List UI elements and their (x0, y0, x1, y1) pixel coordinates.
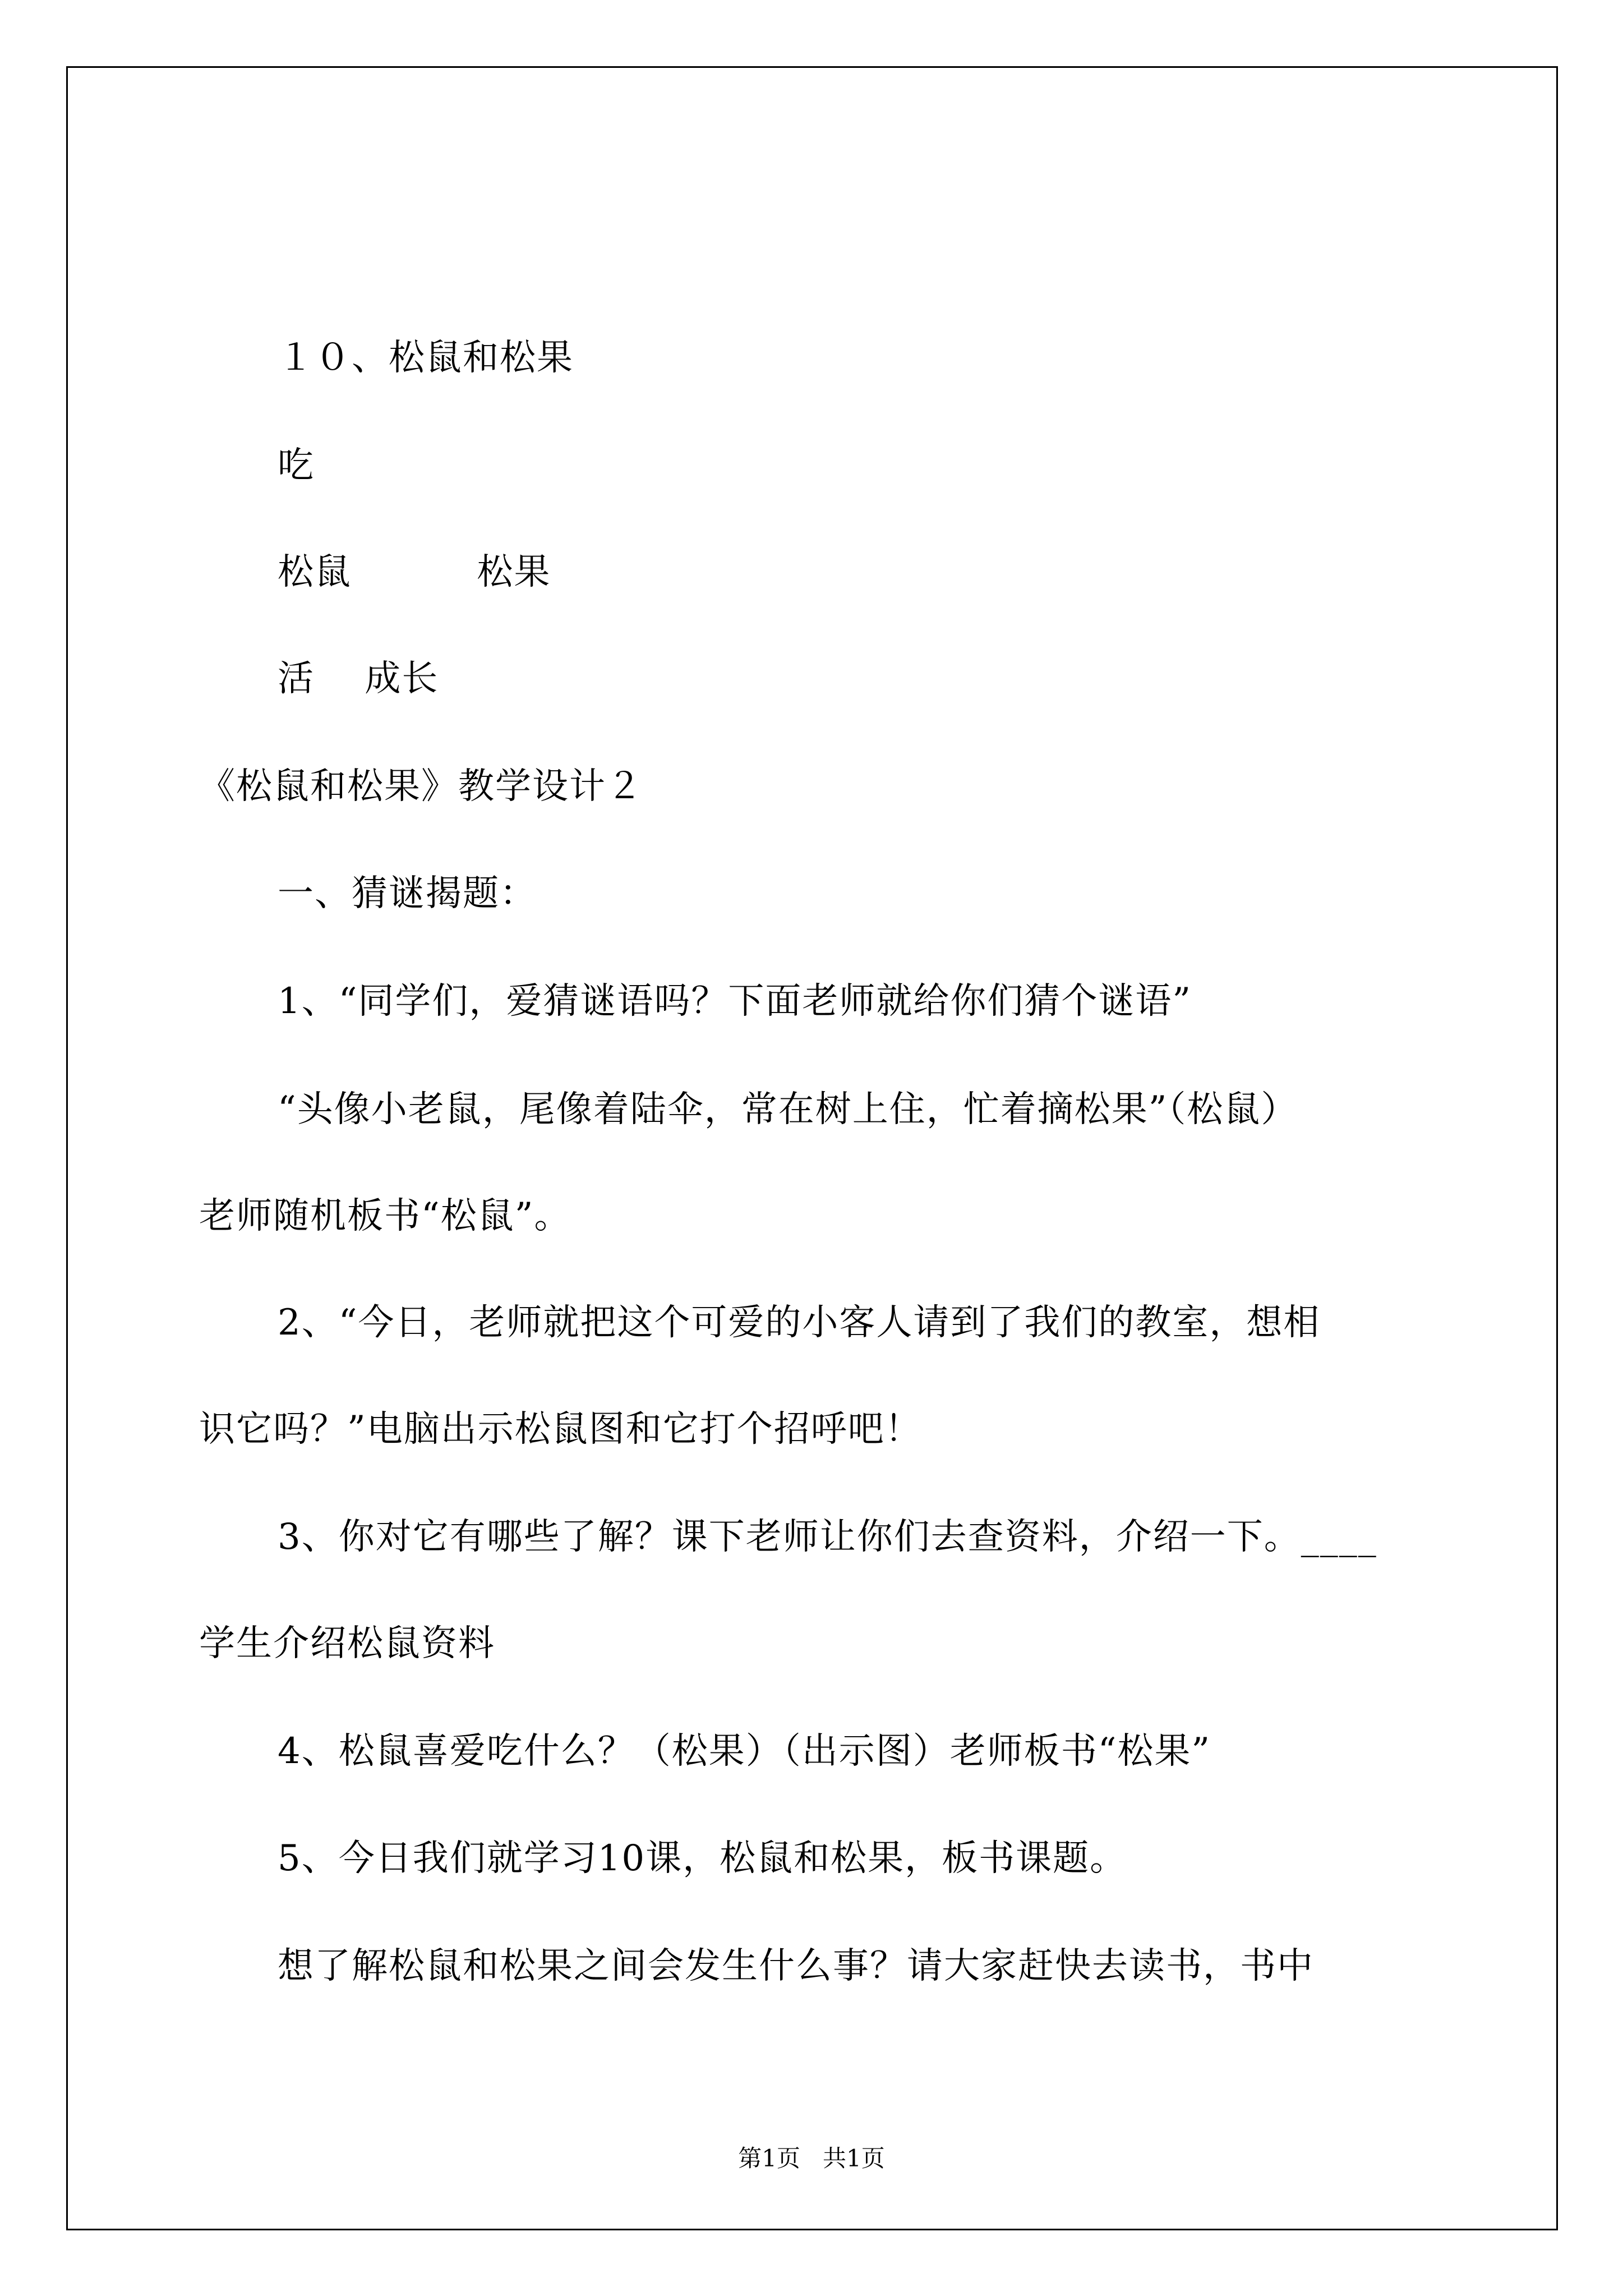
diagram-label-squirrel-pinecone: 松鼠 松果 (278, 551, 551, 593)
paragraph: 识它吗？”电脑出示松鼠图和它打个招呼吧！ (199, 1409, 922, 1450)
paragraph: 老师随机板书“松鼠”。 (199, 1195, 571, 1237)
page-footer: 第1页 共1页 (738, 2145, 885, 2172)
section-title: １０、松鼠和松果 (278, 337, 574, 379)
diagram-label-eat: 吃 (278, 445, 315, 486)
paragraph: 2、“今日，老师就把这个可爱的小客人请到了我们的教室，想相 (278, 1302, 1321, 1343)
paragraph: 5、今日我们就学习10课，松鼠和松果，板书课题。 (278, 1838, 1127, 1879)
paragraph: 想了解松鼠和松果之间会发生什么事？请大家赶快去读书，书中 (278, 1945, 1314, 1987)
paragraph: 学生介绍松鼠资料 (199, 1623, 495, 1664)
lesson-title: 《松鼠和松果》教学设计２ (199, 766, 643, 807)
paragraph: “头像小老鼠，尾像着陆伞，常在树上住，忙着摘松果”（松鼠） (278, 1089, 1298, 1130)
diagram-label-live-grow: 活 成长 (278, 658, 439, 700)
page-border (66, 66, 1558, 2230)
paragraph: 4、松鼠喜爱吃什么？（松果）（出示图）老师板书“松果” (278, 1731, 1211, 1772)
paragraph: 3、你对它有哪些了解？课下老师让你们去查资料，介绍一下。____ (278, 1516, 1377, 1558)
section-heading: 一、猜谜揭题： (278, 873, 537, 914)
paragraph: 1、“同学们，爱猜谜语吗？下面老师就给你们猜个谜语” (278, 981, 1192, 1022)
